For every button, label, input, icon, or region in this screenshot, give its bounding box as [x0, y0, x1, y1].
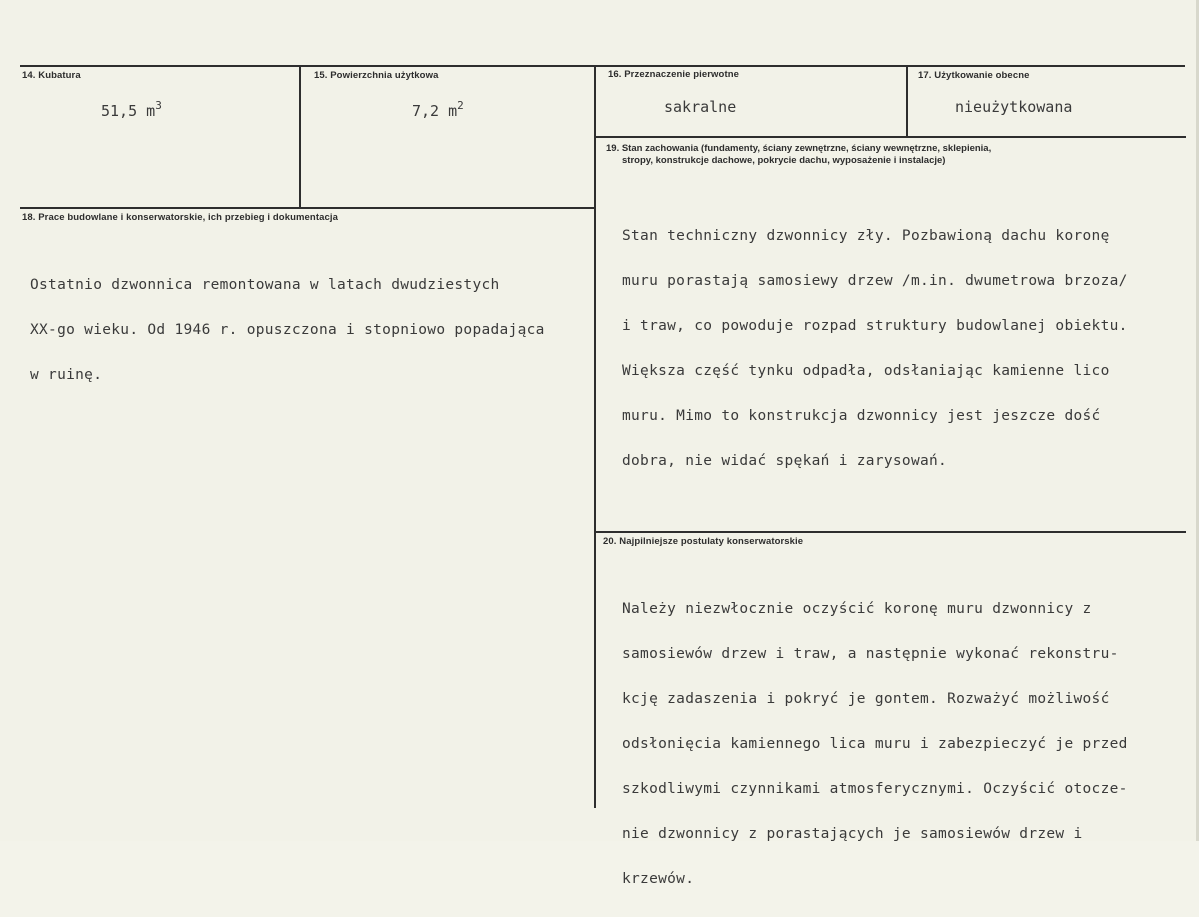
field-20-label: 20. Najpilniejsze postulaty konserwatorskie [603, 536, 804, 547]
field-18-label: 18. Prace budowlane i konserwatorskie, ich przebieg i dokumentacja [22, 212, 338, 223]
field-19-line: muru. Mimo to konstrukcja dzwonnicy jest jeszcze dość [622, 408, 1101, 424]
field-14-unit-exponent: 3 [155, 99, 162, 112]
field-18-line: XX-go wieku. Od 1946 r. opuszczona i stopniowo popadająca [30, 322, 545, 338]
field-18-line: w ruinę. [30, 367, 103, 383]
field-19-text [622, 199, 1128, 499]
field-19-line: muru porastają samosiewy drzew /m.in. dwumetrowa brzoza/ [622, 273, 1128, 289]
vline-16-17 [906, 66, 908, 137]
field-20-line: samosiewów drzew i traw, a następnie wykonać rekonstru- [622, 646, 1119, 662]
field-20-line: nie dzwonnicy z porastających je samosiewów drzew i [622, 826, 1083, 842]
field-19-line: i traw, co powoduje rozpad struktury budowlanej obiektu. [622, 318, 1128, 334]
field-15-value [412, 99, 464, 120]
field-16-value: sakralne [664, 98, 737, 116]
vline-14-15 [299, 66, 301, 208]
field-19-label-line: stropy, konstrukcje dachowe, pokrycie dachu, wyposażenie i instalacje) [622, 155, 946, 166]
field-20-line: odsłonięcia kamiennego lica muru i zabezpieczyć je przed [622, 736, 1128, 752]
field-19-line: Większa część tynku odpadła, odsłaniając kamienne lico [622, 363, 1110, 379]
field-19-label-line: 19. Stan zachowania (fundamenty, ściany zewnętrzne, ściany wewnętrzne, sklepienia, [606, 143, 992, 154]
field-14-label: 14. Kubatura [22, 70, 81, 81]
field-17-value: nieużytkowana [955, 98, 1073, 116]
field-19-line: Stan techniczny dzwonnicy zły. Pozbawioną dachu koronę [622, 228, 1110, 244]
field-20-text [622, 572, 1128, 917]
field-15-unit-exponent: 2 [457, 99, 464, 112]
field-16-label: 16. Przeznaczenie pierwotne [608, 69, 739, 80]
field-19-line: dobra, nie widać spękań i zarysowań. [622, 453, 948, 469]
field-18-text [30, 248, 545, 413]
field-14-value [101, 99, 162, 120]
field-19-label [606, 143, 1166, 167]
rule-right-mid [596, 531, 1186, 533]
field-20-line: kcję zadaszenia i pokryć je gontem. Rozważyć możliwość [622, 691, 1110, 707]
field-20-line: szkodliwymi czynnikami atmosferycznymi. Oczyścić otocze- [622, 781, 1128, 797]
field-20-line: Należy niezwłocznie oczyścić koronę muru dzwonnicy z [622, 601, 1092, 617]
vline-center [594, 66, 596, 808]
rule-right-top [596, 136, 1186, 138]
field-17-label: 17. Użytkowanie obecne [918, 70, 1030, 81]
field-20-line: krzewów. [622, 871, 695, 887]
field-18-line: Ostatnio dzwonnica remontowana w latach dwudziestych [30, 277, 500, 293]
rule-left-mid [20, 207, 596, 209]
field-14-number: 51,5 m [101, 102, 156, 120]
field-15-number: 7,2 m [412, 102, 458, 120]
field-15-label: 15. Powierzchnia użytkowa [314, 70, 439, 81]
top-rule [20, 65, 1185, 67]
